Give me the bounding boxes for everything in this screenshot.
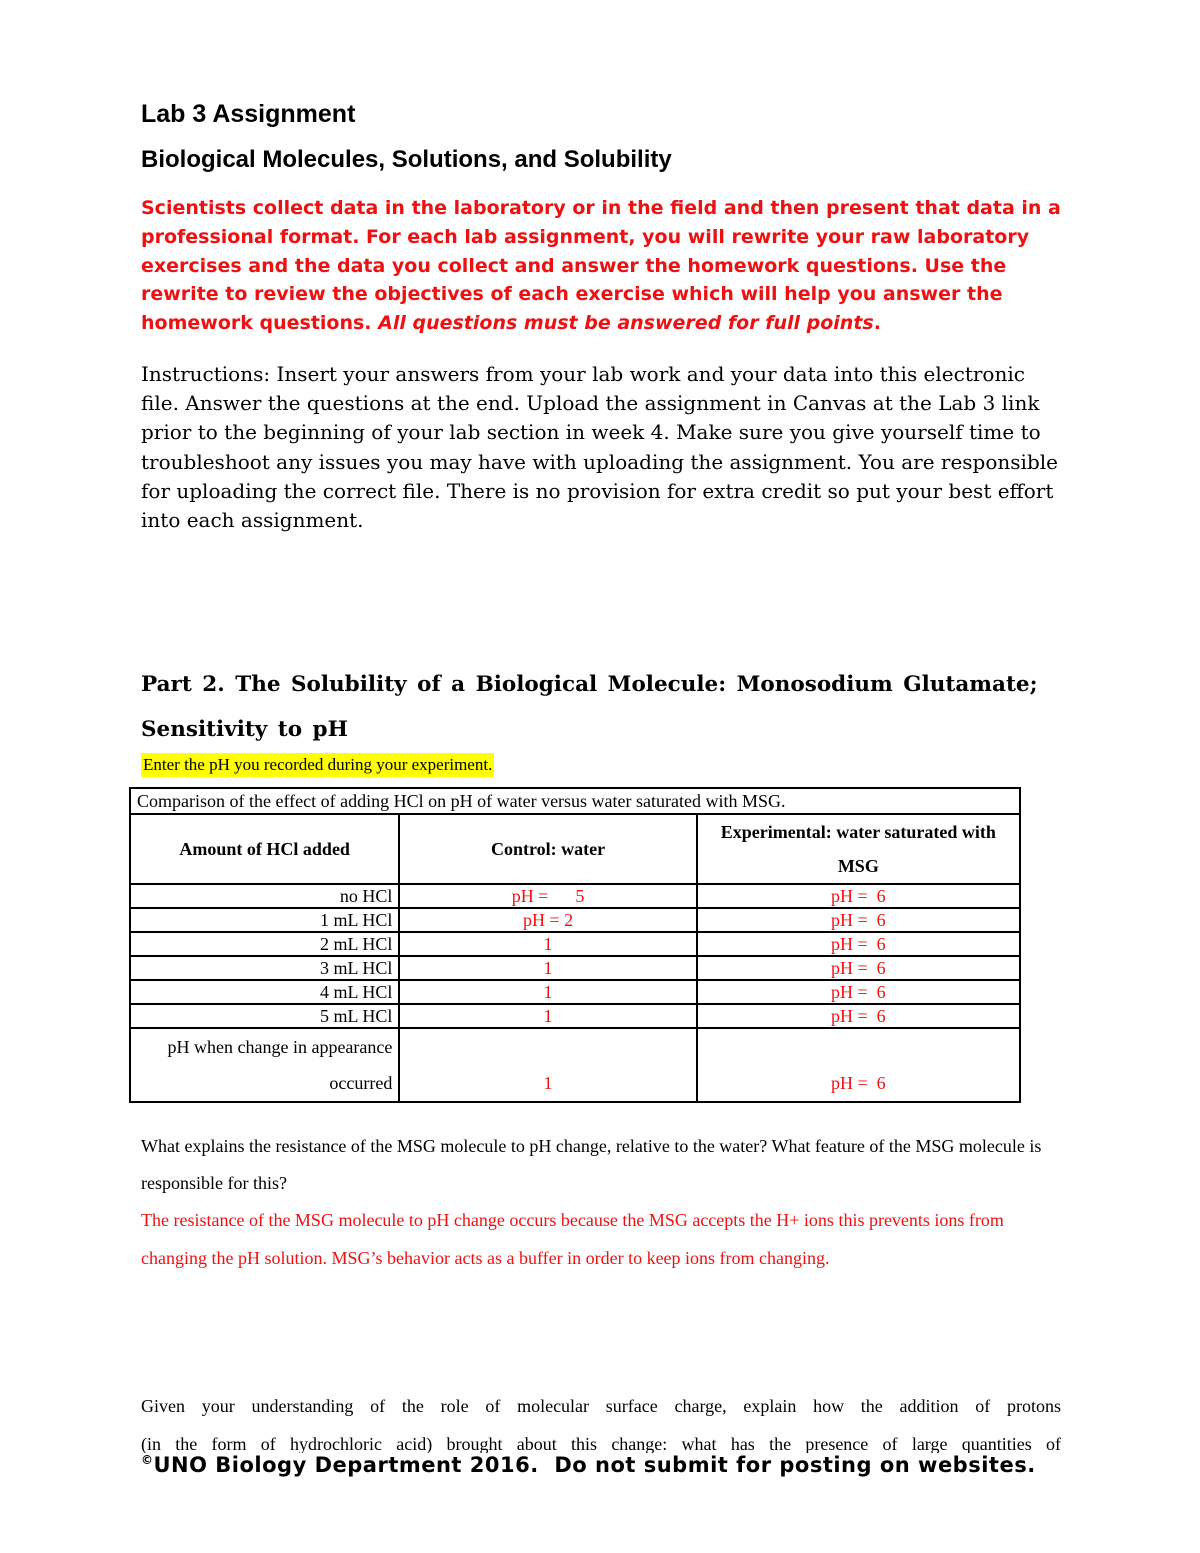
intro-text: Scientists collect data in the laboratory or in the field and then present that data in a professional format. For each lab assignment, you will rewrite your raw laboratory exercises and the data you collect and answer the homework questions. Use the rewrite to review the objectives of each exercise which will help you answer the homework questions. bbox=[141, 197, 1061, 335]
page-title: Lab 3 Assignment bbox=[141, 100, 356, 128]
control-value[interactable]: 1 bbox=[399, 1028, 696, 1102]
experimental-value[interactable]: pH = 6 bbox=[697, 956, 1020, 980]
control-value[interactable]: 1 bbox=[399, 1004, 696, 1028]
header-control: Control: water bbox=[399, 814, 696, 884]
table-header-row bbox=[130, 814, 1020, 884]
row-label: 1 mL HCl bbox=[130, 908, 399, 932]
intro-end: . bbox=[873, 312, 881, 335]
experimental-value[interactable]: pH = 6 bbox=[697, 932, 1020, 956]
question-2 bbox=[141, 1388, 1061, 1463]
row-label: no HCl bbox=[130, 884, 399, 908]
table-row bbox=[130, 932, 1020, 956]
header-amount: Amount of HCl added bbox=[130, 814, 399, 884]
footer-text: UNO Biology Department 2016. Do not submit for posting on websites. bbox=[153, 1453, 1036, 1477]
copyright-footer bbox=[141, 1453, 1036, 1477]
control-value[interactable]: 1 bbox=[399, 932, 696, 956]
experimental-value[interactable]: pH = 6 bbox=[697, 980, 1020, 1004]
ph-comparison-table bbox=[129, 787, 1021, 1103]
intro-paragraph bbox=[141, 194, 1066, 338]
header-experimental: Experimental: water saturated with MSG bbox=[697, 814, 1020, 884]
experimental-value[interactable]: pH = 6 bbox=[697, 908, 1020, 932]
control-value[interactable]: pH = 5 bbox=[399, 884, 696, 908]
page-subtitle: Biological Molecules, Solutions, and Solubility bbox=[141, 146, 672, 173]
answer-1[interactable]: The resistance of the MSG molecule to pH change occurs because the MSG accepts the H+ ions this prevents ions from changing the pH solution. MSG’s behavior acts as a buffer in order to keep ions from changing. bbox=[141, 1210, 1004, 1268]
table-caption-row bbox=[130, 788, 1020, 814]
question-2-line-2: (in the form of hydrochloric acid) brought about this change: what has the presence of large quantities of bbox=[141, 1433, 1061, 1454]
instructions-paragraph: Instructions: Insert your answers from your lab work and your data into this electronic file. Answer the questions at the end. Upload the assignment in Canvas at the Lab 3 link prior to the beginning of your lab section in week 4. Make sure you give yourself time to troubleshoot any issues you may have with uploading the assignment. You are responsible for uploading the correct file. There is no provision for extra credit so put your best effort into each assignment. bbox=[141, 362, 1058, 533]
table-row bbox=[130, 1004, 1020, 1028]
table-row bbox=[130, 956, 1020, 980]
row-label: pH when change in appearance occurred bbox=[130, 1028, 399, 1102]
row-label: 3 mL HCl bbox=[130, 956, 399, 980]
enter-ph-prompt: Enter the pH you recorded during your experiment. bbox=[141, 753, 494, 777]
row-label: 2 mL HCl bbox=[130, 932, 399, 956]
experimental-value[interactable]: pH = 6 bbox=[697, 1028, 1020, 1102]
table-row bbox=[130, 908, 1020, 932]
row-label: 4 mL HCl bbox=[130, 980, 399, 1004]
copyright-symbol: © bbox=[141, 1453, 154, 1467]
part2-heading: Part 2. The Solubility of a Biological Molecule: Monosodium Glutamate; Sensitivity to pH bbox=[141, 672, 1038, 742]
control-value[interactable]: pH = 2 bbox=[399, 908, 696, 932]
experimental-value[interactable]: pH = 6 bbox=[697, 884, 1020, 908]
table-caption: Comparison of the effect of adding HCl on pH of water versus water saturated with MSG. bbox=[130, 788, 1020, 814]
row-label: 5 mL HCl bbox=[130, 1004, 399, 1028]
experimental-value[interactable]: pH = 6 bbox=[697, 1004, 1020, 1028]
intro-emphasis: All questions must be answered for full points bbox=[378, 312, 874, 335]
question-2-line-1: Given your understanding of the role of molecular surface charge, explain how the addition of protons bbox=[141, 1396, 1061, 1416]
table-row bbox=[130, 884, 1020, 908]
table-row bbox=[130, 1028, 1020, 1102]
table-row bbox=[130, 980, 1020, 1004]
control-value[interactable]: 1 bbox=[399, 980, 696, 1004]
question-1: What explains the resistance of the MSG molecule to pH change, relative to the water? What feature of the MSG molecule is responsible for this? bbox=[141, 1136, 1042, 1193]
control-value[interactable]: 1 bbox=[399, 956, 696, 980]
